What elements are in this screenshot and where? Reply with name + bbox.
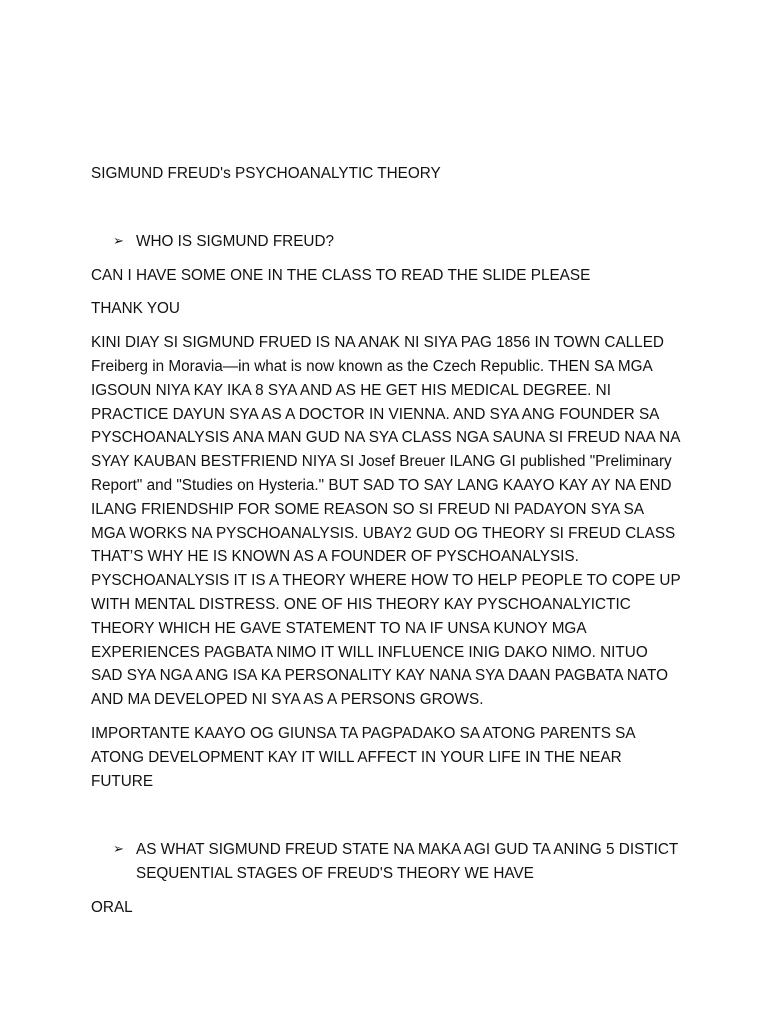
- arrow-bullet-icon: ➢: [113, 233, 124, 249]
- arrow-bullet-icon: ➢: [113, 842, 124, 858]
- bullet-text: WHO IS SIGMUND FREUD?: [136, 232, 335, 250]
- bullet-who-is-freud: [91, 230, 681, 254]
- spacer: [91, 886, 681, 896]
- paragraph-parenting-importance: IMPORTANTE KAAYO OG GIUNSA TA PAGPADAKO SA ATONG PARENTS SA ATONG DEVELOPMENT KAY IT WILL AFFECT IN YOUR LIFE IN THE NEAR FUTURE: [91, 724, 635, 790]
- spacer: [91, 186, 681, 230]
- spacer: [91, 321, 681, 331]
- document-title: SIGMUND FREUD's PSYCHOANALYTIC THEORY: [91, 165, 441, 182]
- spacer: [91, 287, 681, 297]
- paragraph-thank-you: THANK YOU: [91, 300, 180, 318]
- spacer: [91, 793, 681, 838]
- bullet-text: AS WHAT SIGMUND FREUD STATE NA MAKA AGI GUD TA ANING 5 DISTICT SEQUENTIAL STAGES OF FREUD'S THEORY WE HAVE: [136, 841, 678, 883]
- spacer: [91, 712, 681, 722]
- paragraph-request-reader: CAN I HAVE SOME ONE IN THE CLASS TO READ THE SLIDE PLEASE: [91, 266, 591, 284]
- bullet-five-stages: [91, 838, 681, 886]
- spacer: [91, 254, 681, 264]
- document-body: [91, 162, 681, 920]
- paragraph-oral: ORAL: [91, 898, 133, 916]
- paragraph-freud-biography: KINI DIAY SI SIGMUND FRUED IS NA ANAK NI SIYA PAG 1856 IN TOWN CALLED Freiberg in Moravia—in what is now known as the Czech Republic. THEN SA MGA IGSOUN NIYA KAY IKA 8 SYA AND AS HE GET HIS MEDICAL DEGREE. NI PRACTICE DAYUN SYA AS A DOCTOR IN VIENNA. AND SYA ANG FOUNDER SA PYSCHOANALYSIS ANA MAN GUD NA SYA CLASS NGA SAUNA SI FREUD NAA NA SYAY KAUBAN BESTFRIEND NIYA SI Josef Breuer ILANG GI published "Preliminary Report" and "Studies on Hysteria." BUT SAD TO SAY LANG KAAYO KAY AY NA END ILANG FRIENDSHIP FOR SOME REASON SO SI FREUD NI PADAYON SYA SA MGA WORKS NA PYSCHOANALYSIS. UBAY2 GUD OG THEORY SI FREUD CLASS THAT’S WHY HE IS KNOWN AS A FOUNDER OF PYSCHOANALYSIS. PYSCHOANALYSIS IT IS A THEORY WHERE HOW TO HELP PEOPLE TO COPE UP WITH MENTAL DISTRESS. ONE OF HIS THEORY KAY PYSCHOANALYICTIC THEORY WHICH HE GAVE STATEMENT TO NA IF UNSA KUNOY MGA EXPERIENCES PAGBATA NIMO IT WILL INFLUENCE INIG DAKO NIMO. NITUO SAD SYA NGA ANG ISA KA PERSONALITY KAY NANA SYA DAAN PAGBATA NATO AND MA DEVELOPED NI SYA AS A PERSONS GROWS.: [91, 334, 681, 709]
